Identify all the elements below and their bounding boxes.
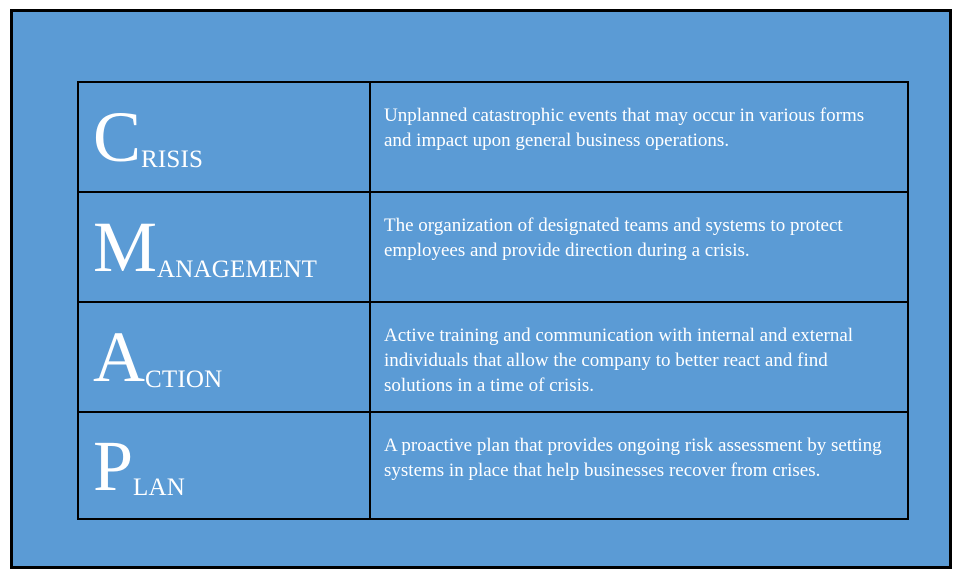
term-rest: ANAGEMENT — [157, 255, 318, 283]
term-rest: LAN — [133, 474, 186, 501]
term-rest: RISIS — [141, 145, 204, 173]
term-initial: M — [93, 207, 158, 287]
cmap-table — [77, 81, 909, 520]
definition-crisis: Unplanned catastrophic events that may occur in various forms and impact upon general business operations. — [371, 83, 907, 193]
term-initial: A — [93, 317, 145, 397]
definition-plan: A proactive plan that provides ongoing risk assessment by setting systems in place that help businesses recover from crises. — [384, 435, 882, 481]
term-plan — [79, 413, 371, 518]
term-rest: CTION — [145, 365, 223, 393]
term-management — [79, 193, 371, 303]
term-initial: P — [93, 425, 134, 506]
term-action — [79, 303, 371, 413]
term-crisis — [79, 83, 371, 193]
outer-frame — [10, 9, 952, 569]
definition-action: Active training and communication with internal and external individuals that allow the company to better react and find solutions in a time of crisis. — [371, 303, 907, 413]
term-initial: C — [93, 97, 142, 177]
definition-management: The organization of designated teams and systems to protect employees and provide direction during a crisis. — [371, 193, 907, 303]
